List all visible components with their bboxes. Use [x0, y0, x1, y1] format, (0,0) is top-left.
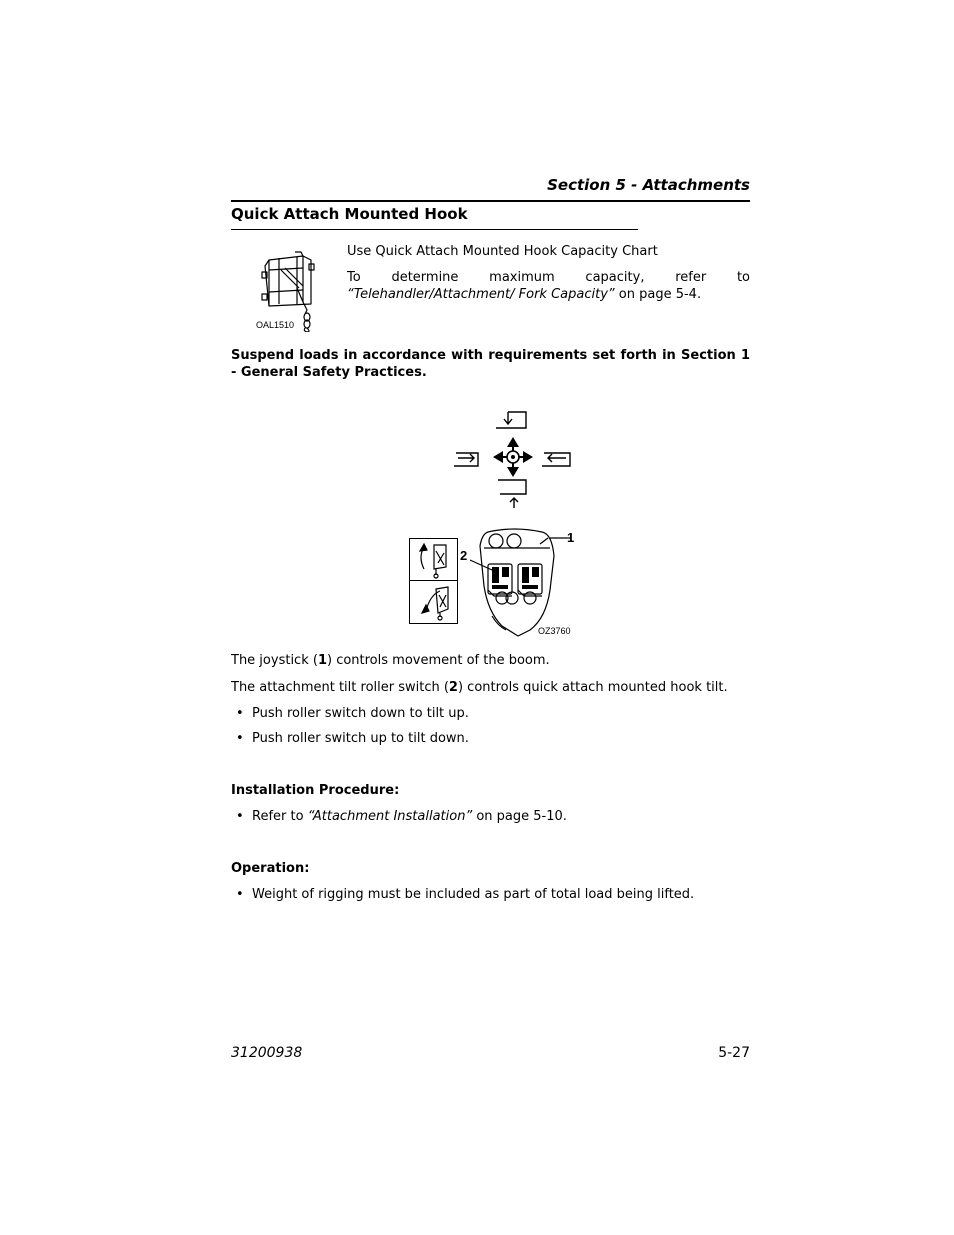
- control-console-illustration: [458, 526, 578, 638]
- tilt-decal: [409, 538, 458, 624]
- hook-figure-label: OAL1510: [256, 320, 295, 330]
- bullet-icon: •: [236, 887, 244, 902]
- joystick-motion-diagram: [446, 404, 578, 514]
- joystick-suffix: ) controls movement of the boom.: [326, 653, 550, 668]
- list-item: [236, 886, 694, 903]
- list-item: [236, 808, 567, 825]
- tilt-down-icon: [414, 583, 454, 621]
- tilt-up-icon: [414, 541, 454, 579]
- callout-1: 1: [567, 530, 575, 545]
- callout-2: 2: [460, 548, 468, 563]
- section-rule: [231, 200, 750, 202]
- operation-heading: Operation:: [231, 861, 310, 876]
- joystick-prefix: The joystick (: [231, 653, 318, 668]
- page-number: 5-27: [718, 1045, 750, 1061]
- installation-suffix: on page 5-10.: [472, 809, 567, 824]
- console-figure-label: OZ3760: [538, 626, 571, 636]
- tilt-decal-divider: [410, 580, 457, 581]
- capacity-link[interactable]: “Telehandler/Attachment/ Fork Capacity”: [347, 287, 615, 302]
- joystick-paragraph: [231, 652, 550, 669]
- installation-link[interactable]: “Attachment Installation”: [307, 809, 473, 824]
- switch-paragraph: [231, 679, 728, 696]
- safety-warning: Suspend loads in accordance with requirements set forth in Section 1 - General Safety Practices.: [231, 348, 750, 380]
- switch-prefix: The attachment tilt roller switch (: [231, 680, 449, 695]
- bullet-icon: •: [236, 809, 244, 824]
- capacity-prefix: To determine maximum capacity, refer to: [347, 270, 750, 285]
- bullet-icon: •: [236, 731, 244, 746]
- list-item-text: Push roller switch down to tilt up.: [252, 706, 469, 721]
- capacity-paragraph: [347, 269, 750, 303]
- joystick-callout-ref: 1: [317, 653, 327, 668]
- installation-heading: Installation Procedure:: [231, 783, 400, 798]
- list-item: [236, 730, 469, 747]
- installation-prefix: Refer to: [252, 809, 308, 824]
- list-item: [236, 705, 469, 722]
- title-rule: [231, 229, 638, 230]
- document-number: 31200938: [231, 1045, 303, 1061]
- bullet-icon: •: [236, 706, 244, 721]
- capacity-chart-reference: Use Quick Attach Mounted Hook Capacity Chart: [347, 244, 658, 259]
- capacity-suffix: on page 5-4.: [614, 287, 702, 302]
- switch-callout-ref: 2: [448, 680, 458, 695]
- switch-suffix: ) controls quick attach mounted hook tilt.: [457, 680, 728, 695]
- list-item-text: Push roller switch up to tilt down.: [252, 731, 469, 746]
- page-title: Quick Attach Mounted Hook: [231, 205, 468, 223]
- list-item-text: Weight of rigging must be included as part of total load being lifted.: [252, 887, 695, 902]
- section-header: Section 5 - Attachments: [547, 176, 750, 194]
